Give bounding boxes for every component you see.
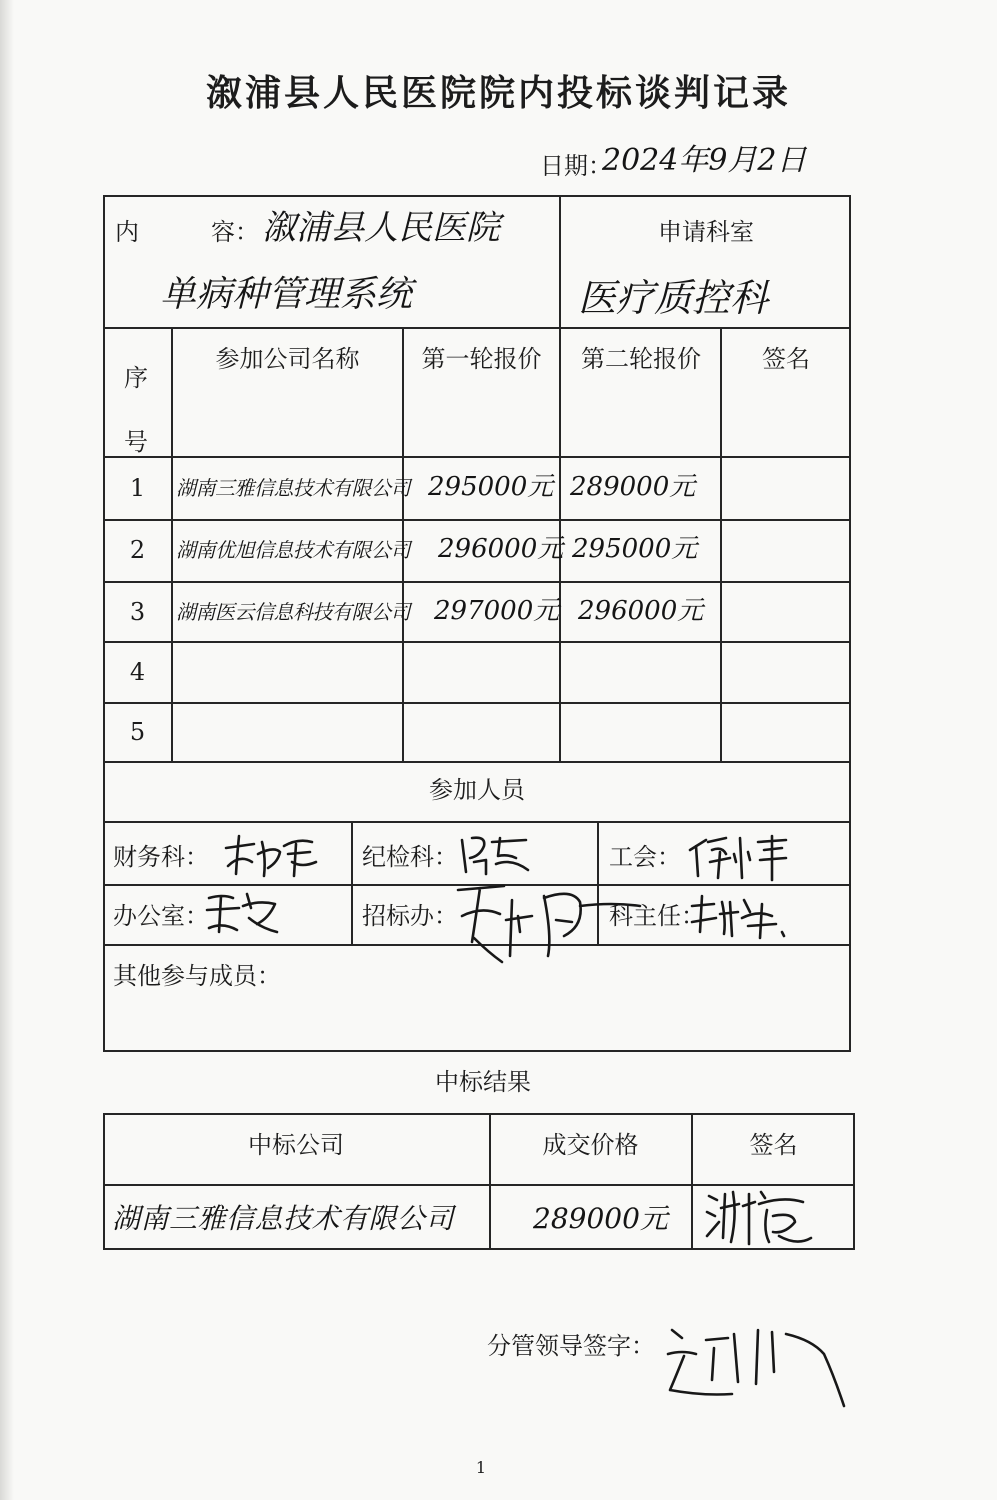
- row-3-round2-price: 296000元: [578, 596, 704, 626]
- department-value: 医疗质控科: [578, 276, 769, 320]
- table-border: [103, 456, 851, 458]
- attendees-header: 参加人员: [429, 776, 525, 804]
- table-border: [103, 327, 851, 329]
- leader-signature: [662, 1320, 848, 1410]
- dept-head-label: 科主任：: [609, 902, 705, 930]
- page-number: 1: [475, 1458, 487, 1477]
- document-title: 溆浦县人民医院院内投标谈判记录: [205, 73, 791, 114]
- header-signature: 签名: [762, 345, 810, 373]
- award-header-price: 成交价格: [542, 1131, 639, 1159]
- table-border: [103, 761, 851, 763]
- scan-edge-shadow: [0, 0, 14, 1500]
- union-signature: [686, 832, 792, 882]
- dept-head-signature: [688, 892, 788, 940]
- bidding-office-label: 招标办：: [362, 902, 458, 930]
- office-label: 办公室：: [113, 902, 209, 930]
- row-2-round2-price: 295000元: [572, 534, 698, 564]
- table-border: [103, 821, 851, 823]
- row-3-number: 3: [129, 598, 146, 626]
- row-1-round1-price: 295000元: [428, 472, 554, 502]
- finance-label: 财务科：: [113, 843, 209, 871]
- table-border: [103, 581, 851, 583]
- award-signature: [703, 1186, 815, 1248]
- table-border: [103, 702, 851, 704]
- row-4-number: 4: [129, 658, 146, 686]
- leader-signature-label: 分管领导签字：: [487, 1332, 655, 1360]
- other-members-label: 其他参与成员：: [113, 962, 281, 990]
- table-border: [103, 519, 851, 521]
- discipline-label: 纪检科：: [362, 843, 458, 871]
- award-header-signature: 签名: [749, 1131, 798, 1159]
- award-header-company: 中标公司: [248, 1131, 344, 1159]
- union-label: 工会：: [609, 843, 681, 871]
- row-5-number: 5: [129, 718, 146, 746]
- row-1-number: 1: [129, 474, 146, 502]
- content-value-line2: 单病种管理系统: [160, 274, 413, 315]
- content-value-line1: 溆浦县人民医院: [262, 208, 500, 248]
- content-label: 内 容：: [115, 218, 259, 246]
- row-2-number: 2: [129, 536, 146, 564]
- finance-signature: [222, 832, 318, 880]
- header-company-name: 参加公司名称: [215, 345, 360, 373]
- date-label: 日期：: [540, 152, 612, 180]
- header-round2-price: 第二轮报价: [581, 345, 701, 373]
- row-3-company: 湖南医云信息科技有限公司: [176, 600, 410, 624]
- award-company: 湖南三雅信息技术有限公司: [112, 1202, 455, 1235]
- row-3-round1-price: 297000元: [434, 596, 560, 626]
- date-value: 2024年9月2日: [602, 143, 807, 178]
- table-border: [103, 641, 851, 643]
- header-serial-number: 序号: [124, 364, 148, 456]
- table-border: [720, 328, 722, 762]
- office-signature: [203, 888, 281, 938]
- award-price: 289000元: [533, 1202, 668, 1235]
- header-round1-price: 第一轮报价: [421, 345, 542, 373]
- row-1-round2-price: 289000元: [570, 472, 696, 502]
- department-header: 申请科室: [658, 218, 754, 246]
- discipline-signature: [456, 832, 532, 878]
- award-section-title: 中标结果: [435, 1068, 531, 1096]
- table-border: [559, 195, 561, 762]
- row-1-company: 湖南三雅信息技术有限公司: [176, 476, 410, 500]
- row-2-round1-price: 296000元: [438, 534, 564, 564]
- row-2-company: 湖南优旭信息技术有限公司: [176, 538, 410, 562]
